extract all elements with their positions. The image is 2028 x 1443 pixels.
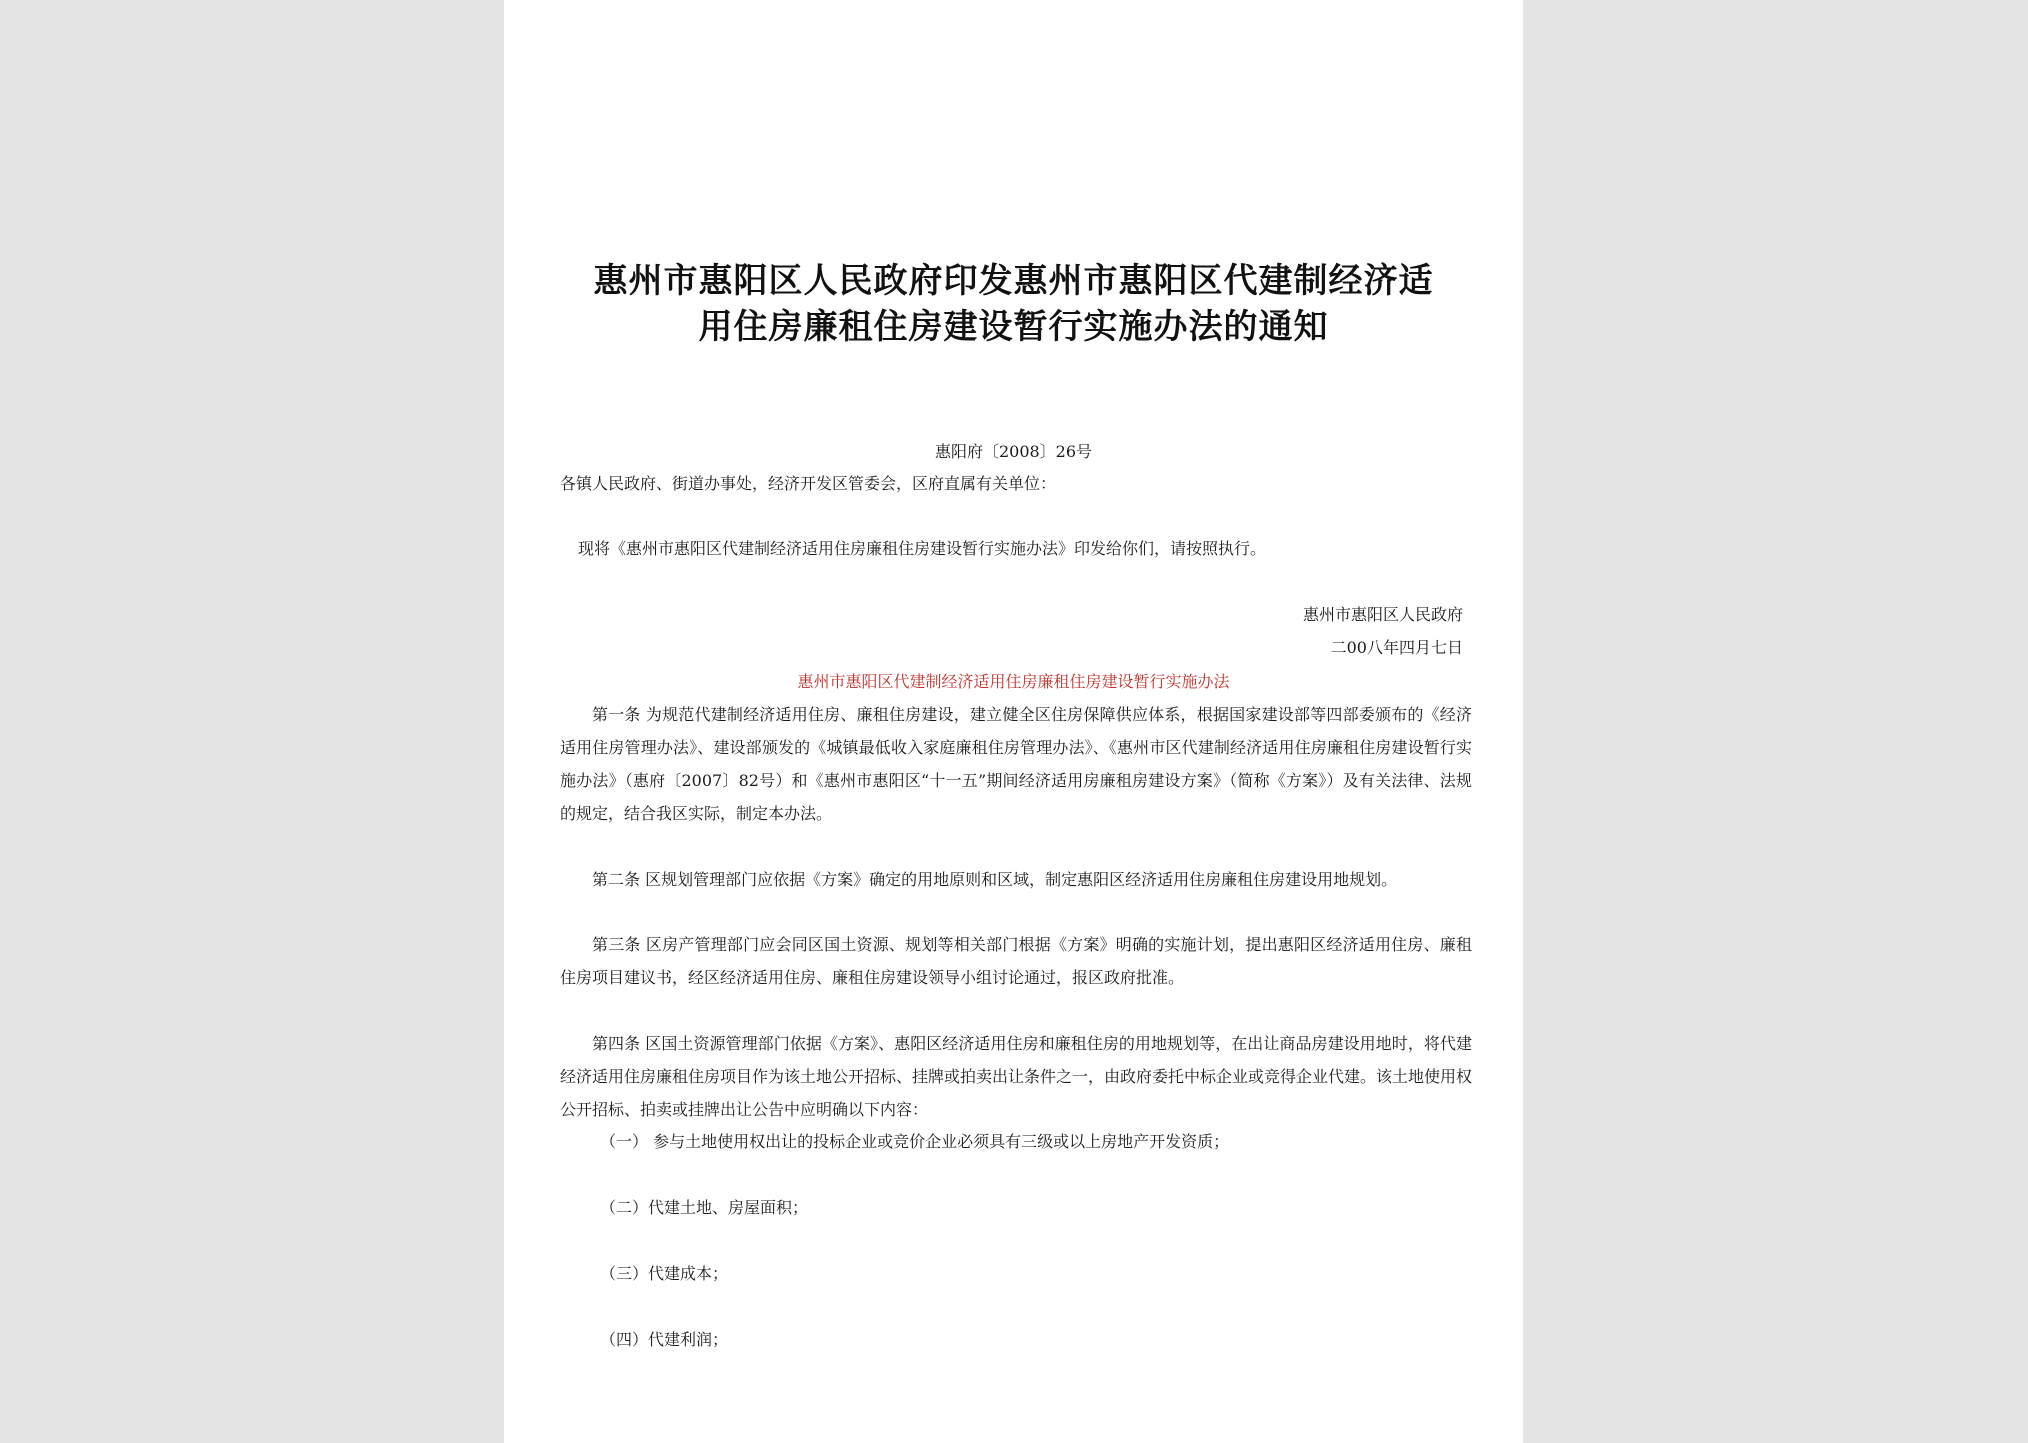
article-1: 第一条 为规范代建制经济适用住房、廉租住房建设，建立健全区住房保障供应体系，根据国家建设部等四部委颁布的《经济适用住房管理办法》、建设部颁发的《城镇最低收入家庭廉租住房管理办法》、《惠州市区代建制经济适用住房廉租住房建设暂行实施办法》（惠府〔2007〕82号）和《惠州市惠阳区“十一五”期间经济适用房廉租房建设方案》（简称《方案》）及有关法律、法规的规定，结合我区实际，制定本办法。: [560, 705, 1472, 823]
document-title: [564, 258, 1463, 350]
list-item: （四）代建利润；: [600, 1330, 729, 1349]
document-number: 惠阳府〔2008〕26号: [934, 442, 1093, 461]
addressee-line: 各镇人民政府、街道办事处，经济开发区管委会，区府直属有关单位：: [560, 474, 1057, 493]
article-2: 第二条 区规划管理部门应依据《方案》确定的用地原则和区域，制定惠阳区经济适用住房廉租住房建设用地规划。: [592, 870, 1398, 889]
signer-name: 惠州市惠阳区人民政府: [1302, 605, 1463, 624]
article-4: 第四条 区国土资源管理部门依据《方案》、惠阳区经济适用住房和廉租住房的用地规划等，在出让商品房建设用地时，将代建经济适用住房廉租住房项目作为该土地公开招标、挂牌或拍卖出让条件之一，由政府委托中标企业或竞得企业代建。该土地使用权公开招标、拍卖或挂牌出让公告中应明确以下内容：: [560, 1034, 1473, 1119]
document-title-line-2: 用住房廉租住房建设暂行实施办法的通知: [698, 307, 1329, 347]
intro-paragraph: 现将《惠州市惠阳区代建制经济适用住房廉租住房建设暂行实施办法》印发给你们，请按照执行。: [578, 539, 1267, 558]
list-item: （二）代建土地、房屋面积；: [600, 1198, 809, 1217]
article-3: 第三条 区房产管理部门应会同区国土资源、规划等相关部门根据《方案》明确的实施计划，提出惠阳区经济适用住房、廉租住房项目建议书，经区经济适用住房、廉租住房建设领导小组讨论通过，报区政府批准。: [560, 935, 1472, 987]
document-page: [504, 0, 1523, 1443]
list-item: （一） 参与土地使用权出让的投标企业或竞价企业必须具有三级或以上房地产开发资质；: [600, 1132, 1230, 1151]
regulation-subtitle: 惠州市惠阳区代建制经济适用住房廉租住房建设暂行实施办法: [797, 672, 1230, 691]
issue-date: 二00八年四月七日: [1330, 638, 1463, 657]
document-title-line-1: 惠州市惠阳区人民政府印发惠州市惠阳区代建制经济适: [593, 261, 1434, 301]
list-item: （三）代建成本；: [600, 1264, 729, 1283]
